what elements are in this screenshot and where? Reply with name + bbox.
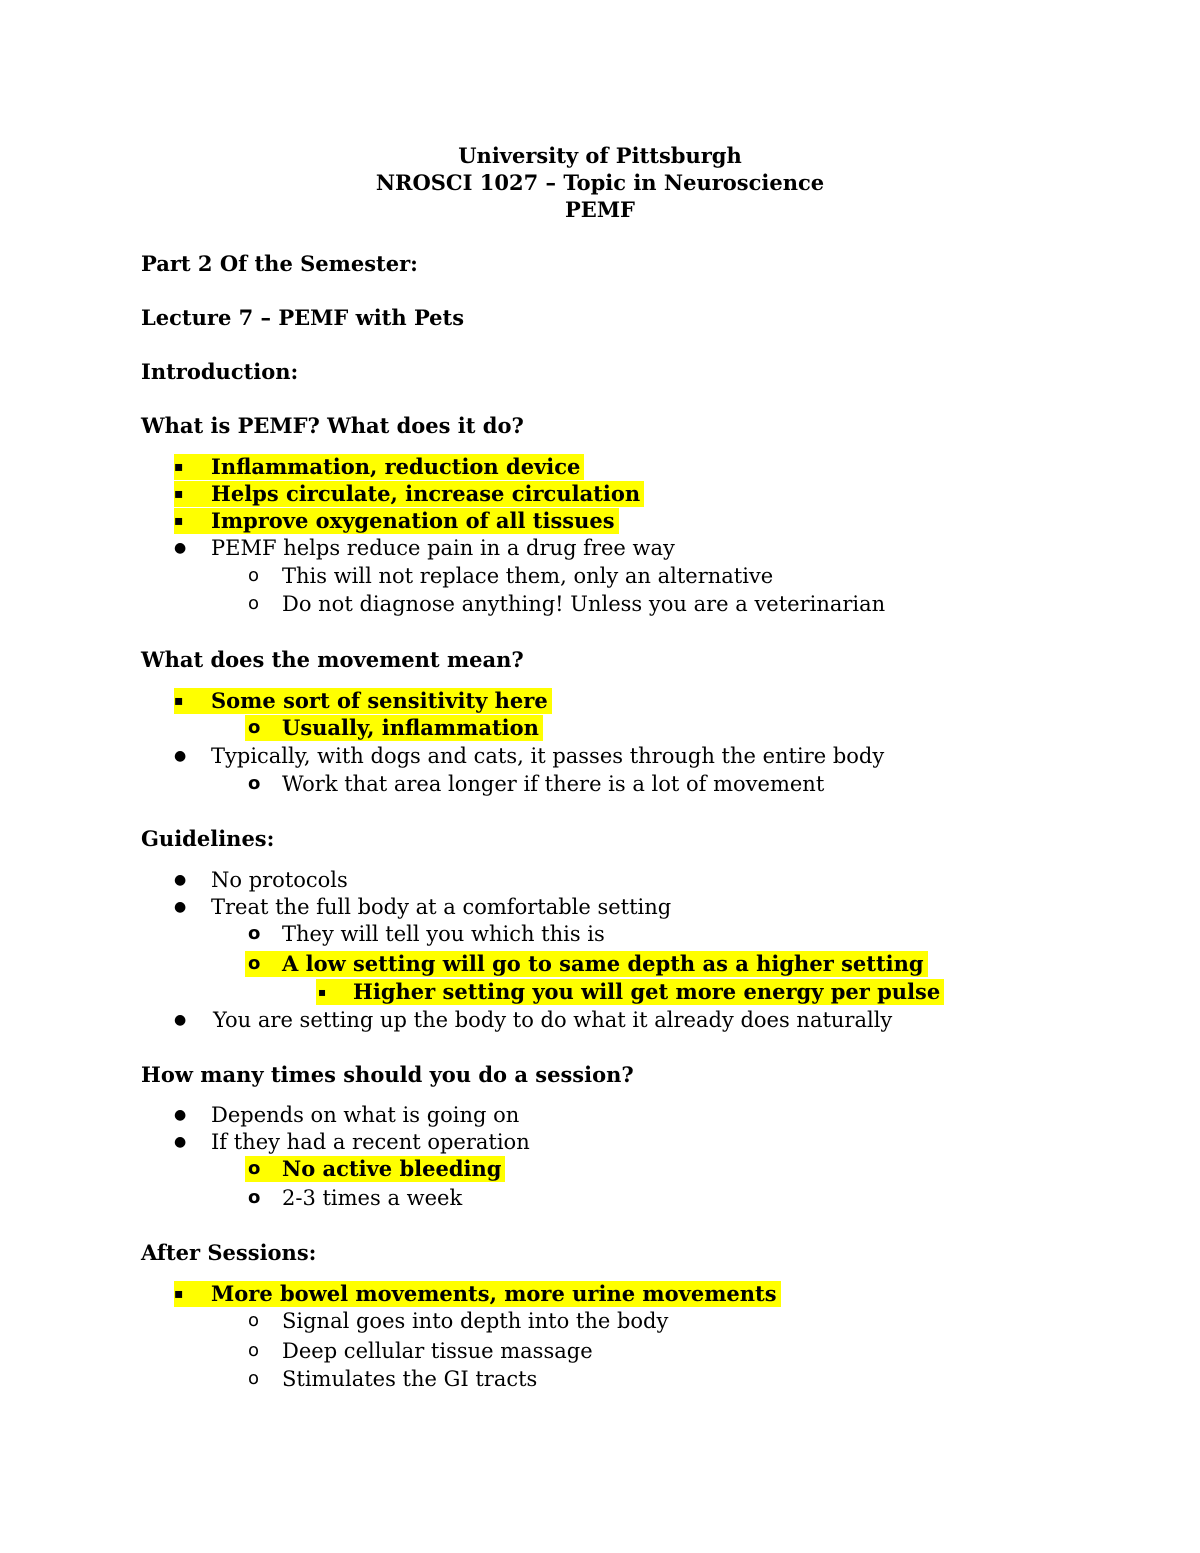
list-item: ▪ Improve oxygenation of all tissues: [0, 508, 1200, 534]
circle-bullet-icon: o: [248, 923, 261, 944]
list-item: o Do not diagnose anything! Unless you are a veterinarian: [248, 592, 886, 616]
square-bullet-icon: ▪: [174, 693, 184, 709]
list-item: ▪ More bowel movements, more urine movements: [0, 1281, 1200, 1307]
title-course: NROSCI 1027 – Topic in Neuroscience: [375, 170, 825, 195]
circle-bullet-icon: o: [248, 717, 261, 738]
square-bullet-icon: ▪: [318, 985, 327, 999]
list-item: o A low setting will go to same depth as a higher setting: [0, 951, 1200, 977]
square-bullet-icon: ▪: [174, 513, 184, 529]
list-item: o Work that area longer if there is a lot of movement: [248, 772, 825, 796]
list-item: ▪ Some sort of sensitivity here: [0, 688, 1200, 714]
list-item: ● PEMF helps reduce pain in a drug free way: [174, 536, 675, 560]
round-bullet-icon: ●: [174, 872, 187, 888]
list-item: o Usually, inflammation: [0, 715, 1200, 741]
open-circle-bullet-icon: o: [248, 593, 260, 614]
heading-part: Part 2 Of the Semester:: [141, 251, 418, 276]
square-bullet-icon: ▪: [174, 486, 184, 502]
circle-bullet-icon: o: [248, 773, 261, 794]
heading-guidelines: Guidelines:: [141, 826, 275, 851]
round-bullet-icon: ●: [174, 748, 187, 764]
square-bullet-icon: ▪: [174, 1286, 184, 1302]
list-item: ● Treat the full body at a comfortable setting: [174, 895, 672, 919]
heading-what-is-pemf: What is PEMF? What does it do?: [141, 413, 524, 438]
round-bullet-icon: ●: [174, 1012, 187, 1028]
open-circle-bullet-icon: o: [248, 1340, 260, 1361]
list-item: o They will tell you which this is: [248, 922, 605, 946]
open-circle-bullet-icon: o: [248, 1368, 260, 1389]
list-item: ▪ Higher setting you will get more energy per pulse: [0, 979, 1200, 1005]
circle-bullet-icon: o: [248, 1158, 261, 1179]
circle-bullet-icon: o: [248, 953, 261, 974]
list-item: o Deep cellular tissue massage: [248, 1339, 593, 1363]
title-university: University of Pittsburgh: [458, 143, 742, 168]
square-bullet-icon: ▪: [174, 459, 184, 475]
list-item: o 2-3 times a week: [248, 1186, 463, 1210]
heading-how-many: How many times should you do a session?: [141, 1062, 634, 1087]
list-item: ▪ Helps circulate, increase circulation: [0, 481, 1200, 507]
list-item: o Stimulates the GI tracts: [248, 1367, 538, 1391]
list-item: ● No protocols: [174, 868, 348, 892]
list-item: o No active bleeding: [0, 1156, 1200, 1182]
open-circle-bullet-icon: o: [248, 565, 260, 586]
list-item: o This will not replace them, only an alternative: [248, 564, 774, 588]
heading-introduction: Introduction:: [141, 359, 299, 384]
round-bullet-icon: ●: [174, 540, 187, 556]
list-item: ● Depends on what is going on: [174, 1103, 520, 1127]
round-bullet-icon: ●: [174, 1107, 187, 1123]
heading-after-sessions: After Sessions:: [141, 1240, 317, 1265]
list-item: ● Typically, with dogs and cats, it passes through the entire body: [174, 744, 885, 768]
list-item: ▪ Inflammation, reduction device: [0, 454, 1200, 480]
open-circle-bullet-icon: o: [248, 1310, 260, 1331]
round-bullet-icon: ●: [174, 1134, 187, 1150]
list-item: o Signal goes into depth into the body: [248, 1309, 669, 1333]
circle-bullet-icon: o: [248, 1187, 261, 1208]
heading-lecture: Lecture 7 – PEMF with Pets: [141, 305, 465, 330]
heading-movement: What does the movement mean?: [141, 647, 524, 672]
list-item: ● If they had a recent operation: [174, 1130, 530, 1154]
list-item: ● You are setting up the body to do what it already does naturally: [174, 1008, 893, 1032]
title-topic: PEMF: [565, 197, 635, 222]
round-bullet-icon: ●: [174, 899, 187, 915]
